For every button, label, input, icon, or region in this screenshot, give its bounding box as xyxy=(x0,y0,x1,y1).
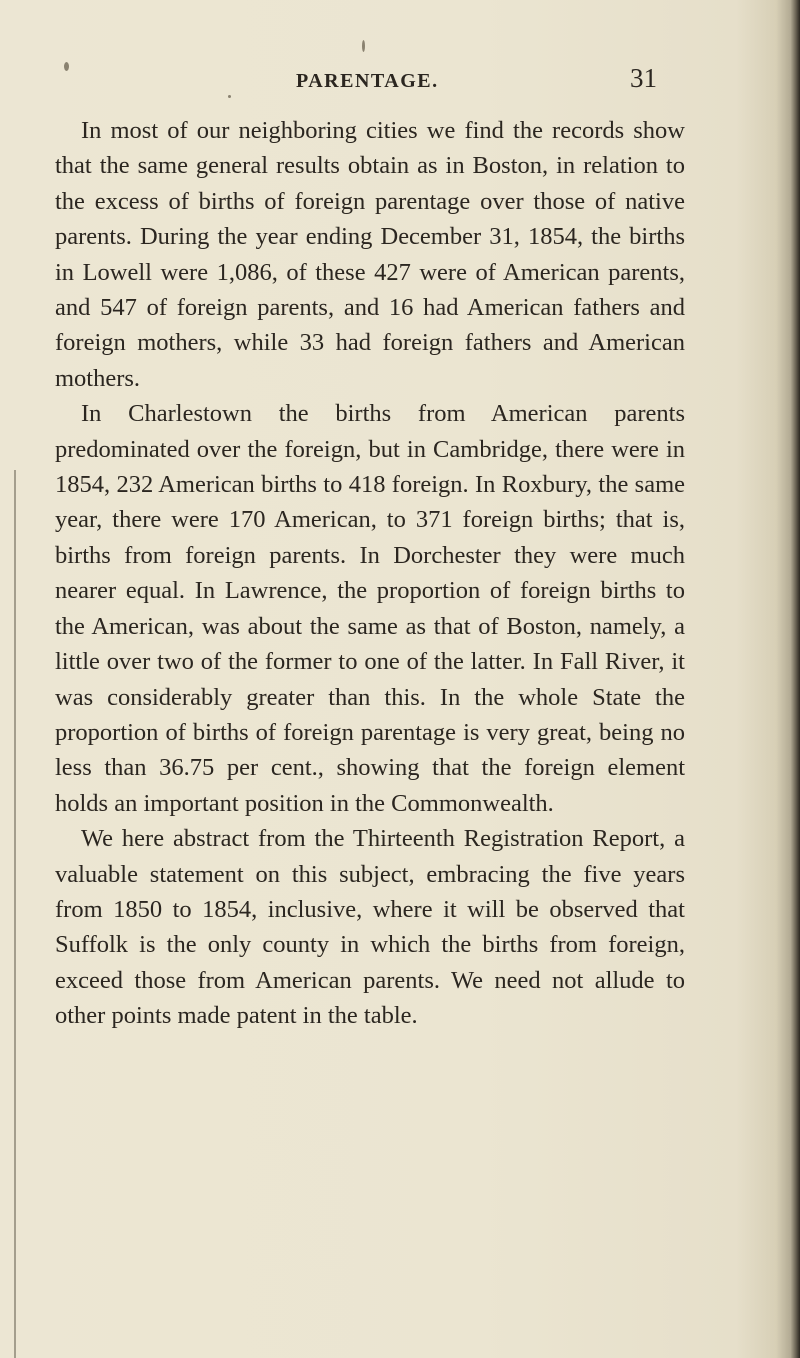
ink-speck xyxy=(64,62,69,71)
ink-speck xyxy=(362,40,365,52)
running-title: PARENTAGE. xyxy=(296,70,439,92)
page-margin-rule xyxy=(14,470,16,1358)
paragraph: In most of our neighboring cities we find the records show that the same general results obtain as in Boston, in relation to the excess of births of foreign parentage over those of native parents. During the year ending December 31, 1854, the births in Lowell were 1,086, of these 427 were of American parents, and 547 of foreign parents, and 16 had American fathers and foreign mothers, while 33 had foreign fathers and American mothers. xyxy=(55,117,685,392)
page-number: 31 xyxy=(630,63,657,93)
body-text xyxy=(55,113,685,1034)
paragraph: We here abstract from the Thirteenth Registration Report, a valuable statement on this subject, embracing the five years from 1850 to 1854, inclusive, where it will be observed that Suffolk is the only county in which the births from foreign, exceed those from American parents. We need not allude to other points made patent in the table. xyxy=(55,825,685,1030)
ink-speck xyxy=(228,95,231,98)
page-header xyxy=(0,62,800,102)
paragraph: In Charlestown the births from American parents predominated over the foreign, but in Cambridge, there were in 1854, 232 American births to 418 foreign. In Roxbury, the same year, there were 170 American, to 371 foreign births; that is, births from foreign parents. In Dorchester they were much nearer equal. In Lawrence, the proportion of foreign births to the American, was about the same as that of Boston, namely, a little over two of the former to one of the latter. In Fall River, it was considerably greater than this. In the whole State the proportion of births of foreign parentage is very great, being no less than 36.75 per cent., showing that the foreign element holds an important position in the Commonwealth. xyxy=(55,400,685,817)
page-edge-shadow xyxy=(790,0,800,1358)
